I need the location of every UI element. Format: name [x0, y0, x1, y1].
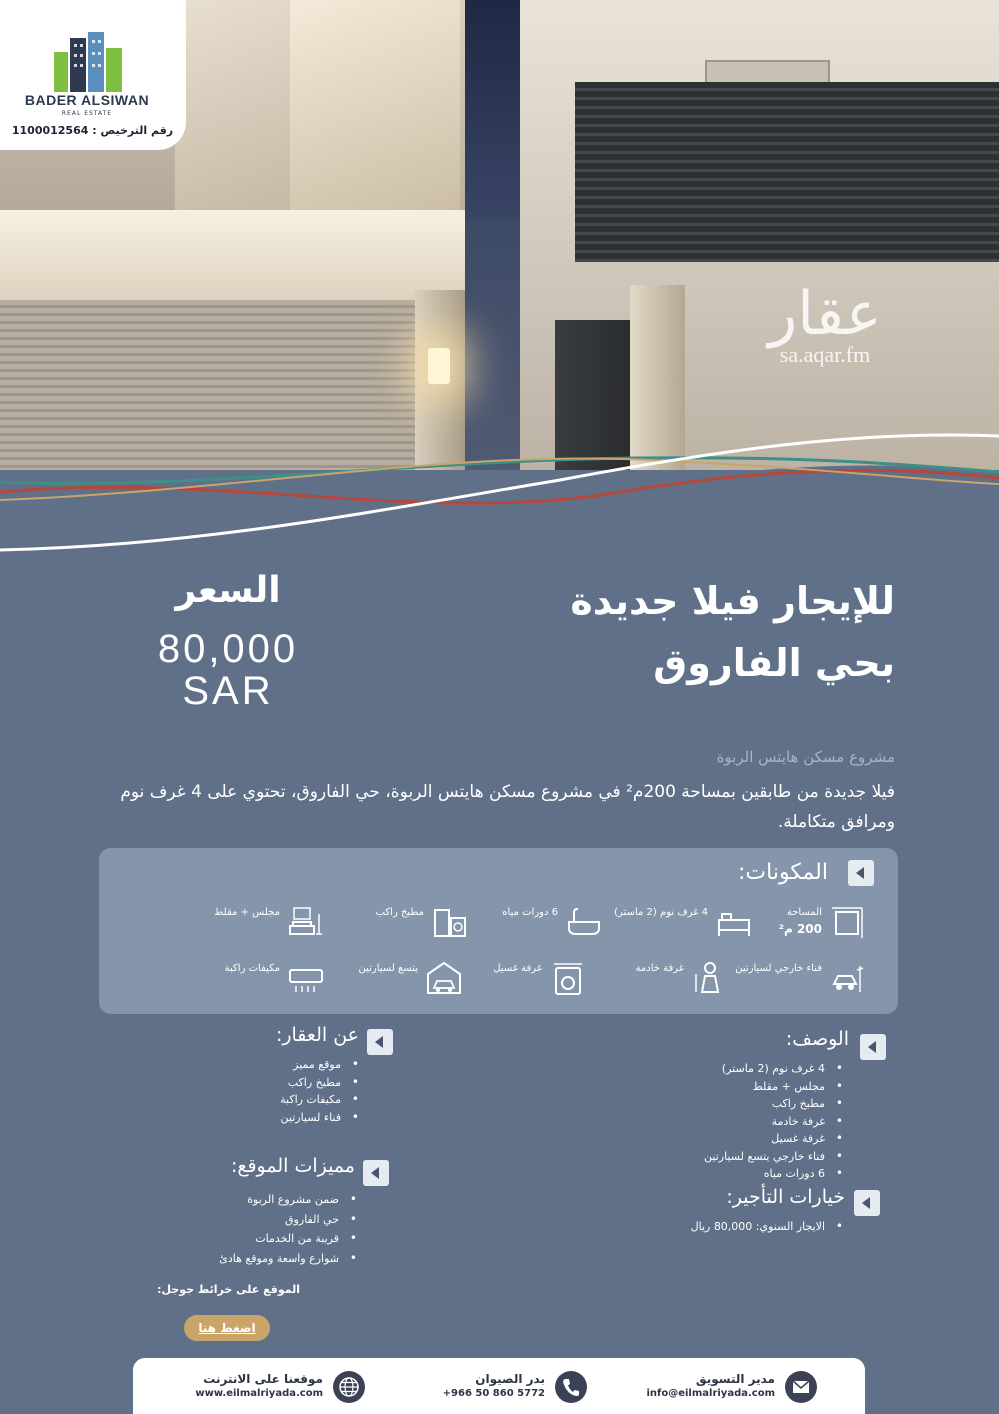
component-label: 4 غرف نوم (2 ماستر): [614, 907, 708, 918]
component-label: يتسع لسيارتين: [358, 963, 418, 974]
component-label: مكيفات راكبة: [224, 963, 280, 974]
component-label: المساحة: [786, 907, 822, 918]
listing-description: فيلا جديدة من طابقين بمساحة 200م² في مشروع مسكن هايتس الربوة، حي الفاروق، تحتوي على 4 غرف نوم ومرافق متكاملة.: [120, 782, 895, 832]
map-button[interactable]: اضغط هنا: [184, 1315, 270, 1341]
website-contact[interactable]: [165, 1366, 365, 1406]
villa-mid-wall-lit: [290, 0, 460, 230]
component-label: مجلس + مقلط: [214, 907, 280, 918]
list-item: • ضمن مشروع الربوة: [219, 1190, 357, 1210]
bed-icon: [716, 904, 752, 940]
list-item: • مجلس + مقلط: [704, 1078, 843, 1096]
mail-icon: [785, 1371, 817, 1403]
maid-icon: [692, 960, 728, 996]
section-arrow-icon: [363, 1160, 389, 1186]
wall-lamp: [428, 348, 450, 384]
company-name: BADER ALSIWAN: [24, 92, 150, 108]
component-bathrooms: [452, 904, 602, 944]
website-label: موقعنا على الانترنت: [203, 1372, 323, 1386]
component-label: غرفة غسيل: [493, 963, 542, 974]
component-garage: [312, 960, 462, 1000]
project-subtitle: مشروع مسكن هايتس الربوة: [716, 748, 895, 766]
bathtub-icon: [566, 904, 602, 940]
phone-contact[interactable]: [417, 1366, 587, 1406]
phone-label: بدر الصيوان: [475, 1372, 545, 1386]
components-panel: [99, 848, 898, 1014]
villa-window: [705, 60, 830, 84]
map-label: الموقع على خرائط جوجل:: [157, 1283, 300, 1296]
decorative-wave: [0, 420, 999, 560]
list-item: • مكيفات راكبة: [280, 1091, 359, 1109]
section-arrow-icon: [854, 1190, 880, 1216]
list-item: • فناء خارجي يتسع لسيارتين: [704, 1148, 843, 1166]
area-icon: [830, 904, 866, 940]
license-number: رقم الترخيص : 1100012564: [11, 124, 174, 137]
ac-icon: [288, 960, 324, 996]
section-arrow-icon: [848, 860, 874, 886]
location-list: [219, 1190, 357, 1268]
list-item: • 4 غرف نوم (2 ماستر): [704, 1060, 843, 1078]
list-item: • 6 دورات مياه: [704, 1165, 843, 1183]
description-section-title: الوصف:: [785, 1028, 849, 1050]
component-label: مطبخ راكب: [375, 907, 424, 918]
villa-louver: [575, 82, 999, 262]
building-logo-icon: [50, 32, 130, 92]
component-kitchen: [318, 904, 468, 944]
globe-icon: [333, 1371, 365, 1403]
price-amount: 80,000: [157, 627, 299, 671]
garage-icon: [426, 960, 462, 996]
components-title: المكونات:: [738, 860, 828, 885]
list-item: • مطبخ راكب: [704, 1095, 843, 1113]
component-yard: [716, 960, 866, 1000]
price-value: [128, 628, 328, 712]
listing-title: للإيجار فيلا جديدة بحي الفاروق: [570, 579, 895, 685]
list-item: • مطبخ راكب: [280, 1074, 359, 1092]
list-item: • شوارع واسعة وموقع هادئ: [219, 1249, 357, 1269]
email-address: info@eilmalriyada.com: [646, 1388, 775, 1399]
component-ac: [174, 960, 324, 1000]
price-heading: السعر: [175, 570, 281, 611]
list-item: • موقع مميز: [280, 1056, 359, 1074]
list-item: • الايجار السنوي: 80,000 ريال: [691, 1218, 843, 1236]
component-label: 6 دورات مياه: [502, 907, 558, 918]
watermark-url: sa.aqar.fm: [779, 342, 871, 367]
description-list: [704, 1060, 843, 1183]
company-subtitle: REAL ESTATE: [61, 110, 113, 117]
list-item: • غرفة خادمة: [704, 1113, 843, 1131]
list-item: • حي الفاروق: [219, 1210, 357, 1230]
email-label: مدير التسويق: [695, 1372, 775, 1386]
section-arrow-icon: [367, 1029, 393, 1055]
location-section-title: مميزات الموقع:: [230, 1155, 355, 1177]
villa-canopy: [0, 210, 465, 300]
component-maid-room: [578, 960, 728, 1000]
price-currency: SAR: [182, 669, 274, 713]
kitchen-icon: [432, 904, 468, 940]
phone-icon: [555, 1371, 587, 1403]
watermark-arabic: عقار: [768, 279, 882, 349]
rent-section-title: خيارات التأجير:: [726, 1186, 845, 1208]
website-url: www.eilmalriyada.com: [195, 1388, 323, 1399]
component-label: غرفة خادمة: [635, 963, 684, 974]
contact-footer: [133, 1358, 865, 1414]
list-item: • غرفة غسيل: [704, 1130, 843, 1148]
aqar-watermark: [745, 279, 905, 368]
about-section-title: عن العقار:: [275, 1024, 359, 1046]
rent-list: [691, 1218, 843, 1236]
car-yard-icon: [830, 960, 866, 996]
washer-icon: [550, 960, 586, 996]
section-arrow-icon: [860, 1034, 886, 1060]
component-majlis: [174, 904, 324, 944]
logo-card: [0, 0, 186, 150]
list-item: • فناء لسيارتين: [280, 1109, 359, 1127]
email-contact[interactable]: [617, 1366, 817, 1406]
component-value: 200 م²: [778, 922, 822, 936]
component-bedrooms: [602, 904, 752, 944]
list-item: • قريبة من الخدمات: [219, 1229, 357, 1249]
sofa-icon: [288, 904, 324, 940]
phone-number: +966 50 860 5772: [442, 1388, 545, 1399]
about-list: [280, 1056, 359, 1126]
component-label: فناء خارجي لسيارتين: [735, 963, 822, 974]
